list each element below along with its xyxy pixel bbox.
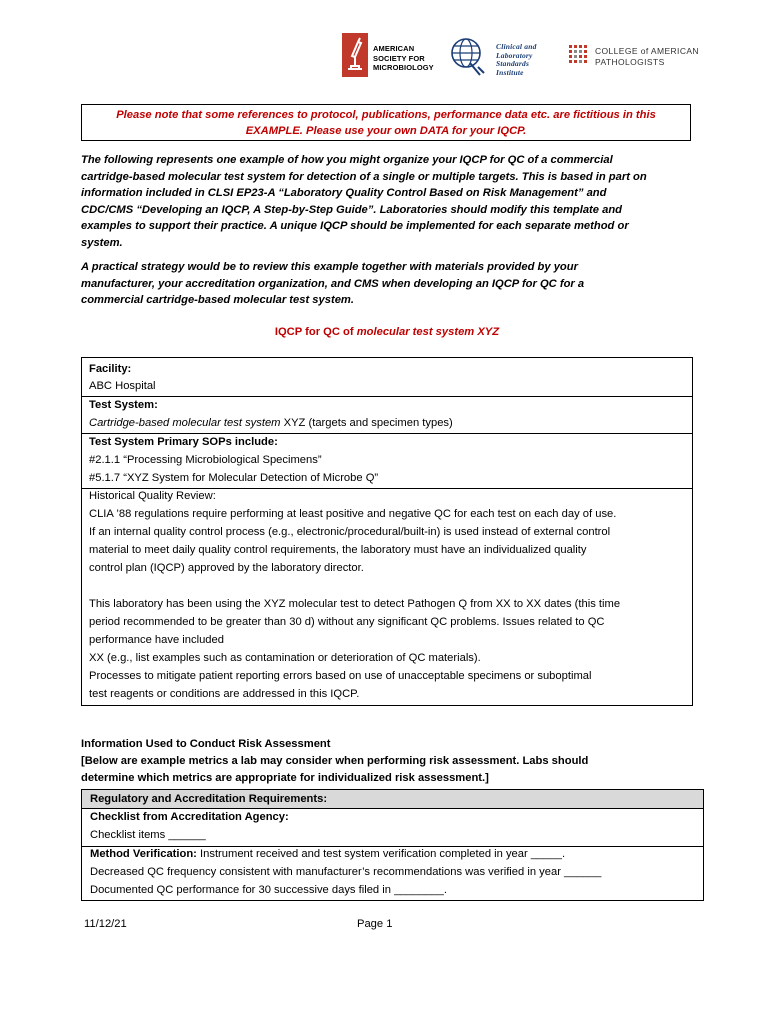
test-system-label: Test System: bbox=[89, 399, 158, 411]
notice-line: Please note that some references to protocol, publications, performance data etc. are fictitious in this bbox=[116, 109, 656, 121]
cap-dots-icon bbox=[568, 43, 590, 67]
globe-icon bbox=[448, 33, 492, 77]
asm-logo-text: AMERICAN SOCIETY FOR MICROBIOLOGY bbox=[373, 44, 434, 72]
intro-paragraph: The following represents one example of how you might organize your IQCP for QC of a commercial cartridge-based molecular test system for detection of a single or multiple targets. This is based in part on information included in CLSI EP23-A “Laboratory Quality Control Based on Risk Management” and CDC/CMS “Developing an IQCP, A Step-by-Step Guide”. Laboratories should modify this template and examples to support their practice. A unique IQCP should be implemented for each separate method or system. bbox=[81, 154, 647, 249]
test-system-value: Cartridge-based molecular test system XYZ (targets and specimen types) bbox=[89, 417, 453, 429]
requirements-table bbox=[81, 789, 704, 901]
microscope-icon bbox=[342, 33, 368, 77]
asm-logo bbox=[342, 33, 462, 79]
checklist-label: Checklist from Accreditation Agency: bbox=[90, 811, 289, 823]
sop-item: #2.1.1 “Processing Microbiological Specimens” bbox=[89, 454, 322, 466]
history-line: If an internal quality control process (e.g., electronic/procedural/built-in) is used instead of external control bbox=[89, 526, 611, 538]
history-line: CLIA ’88 regulations require performing at least positive and negative QC for each test on each day of use. bbox=[89, 508, 617, 520]
clsi-logo-text: Clinical and Laboratory Standards Institute bbox=[496, 42, 537, 77]
footer-page: Page 1 bbox=[357, 918, 393, 930]
history-line: period recommended to be greater than 30 d) without any significant QC problems. Issues related to QC bbox=[89, 616, 605, 628]
qc-performance: Documented QC performance for 30 successive days filed in ________. bbox=[90, 884, 447, 896]
cap-logo-text: COLLEGE of AMERICAN PATHOLOGISTS bbox=[595, 46, 699, 67]
history-line: XX (e.g., list examples such as contamination or deterioration of QC materials). bbox=[89, 652, 481, 664]
fictitious-notice bbox=[81, 104, 691, 141]
strategy-paragraph: A practical strategy would be to review this example together with materials provided by your manufacturer, your accreditation organization, and CMS when developing an IQCP for QC for a commercial cartridge-based molecular test system. bbox=[81, 261, 585, 306]
history-line: control plan (IQCP) approved by the laboratory director. bbox=[89, 562, 364, 574]
clsi-logo bbox=[448, 33, 558, 79]
iqcp-details-box bbox=[81, 357, 693, 706]
history-line: performance have included bbox=[89, 634, 224, 646]
facility-value: ABC Hospital bbox=[89, 380, 156, 392]
risk-assessment-heading: Information Used to Conduct Risk Assessment bbox=[81, 738, 331, 750]
qc-frequency: Decreased QC frequency consistent with manufacturer’s recommendations was verified in year ______ bbox=[90, 866, 602, 878]
risk-assessment-note: determine which metrics are appropriate for individualized risk assessment.] bbox=[81, 772, 489, 784]
history-label: Historical Quality Review: bbox=[89, 490, 216, 502]
iqcp-title: IQCP for QC of molecular test system XYZ bbox=[274, 326, 500, 338]
cap-logo bbox=[568, 43, 708, 67]
facility-label: Facility: bbox=[89, 363, 132, 375]
history-line: material to meet daily quality control requirements, the laboratory must have an individualized quality bbox=[89, 544, 587, 556]
risk-assessment-note: [Below are example metrics a lab may consider when performing risk assessment. Labs should bbox=[81, 755, 589, 767]
notice-line: EXAMPLE. Please use your own DATA for your IQCP. bbox=[245, 125, 527, 137]
footer-date: 11/12/21 bbox=[84, 918, 127, 930]
history-line: test reagents or conditions are addressed in this IQCP. bbox=[89, 688, 360, 700]
method-verification: Method Verification: Instrument received and test system verification completed in year _____. bbox=[90, 848, 566, 860]
history-line: Processes to mitigate patient reporting errors based on use of unacceptable specimens or suboptimal bbox=[89, 670, 592, 682]
sops-label: Test System Primary SOPs include: bbox=[89, 436, 278, 448]
sop-item: #5.1.7 “XYZ System for Molecular Detection of Microbe Q” bbox=[89, 472, 379, 484]
history-line: This laboratory has been using the XYZ molecular test to detect Pathogen Q from XX to XX dates (this time bbox=[89, 598, 621, 610]
requirements-header: Regulatory and Accreditation Requirements: bbox=[90, 793, 328, 805]
checklist-items: Checklist items ______ bbox=[90, 829, 206, 841]
